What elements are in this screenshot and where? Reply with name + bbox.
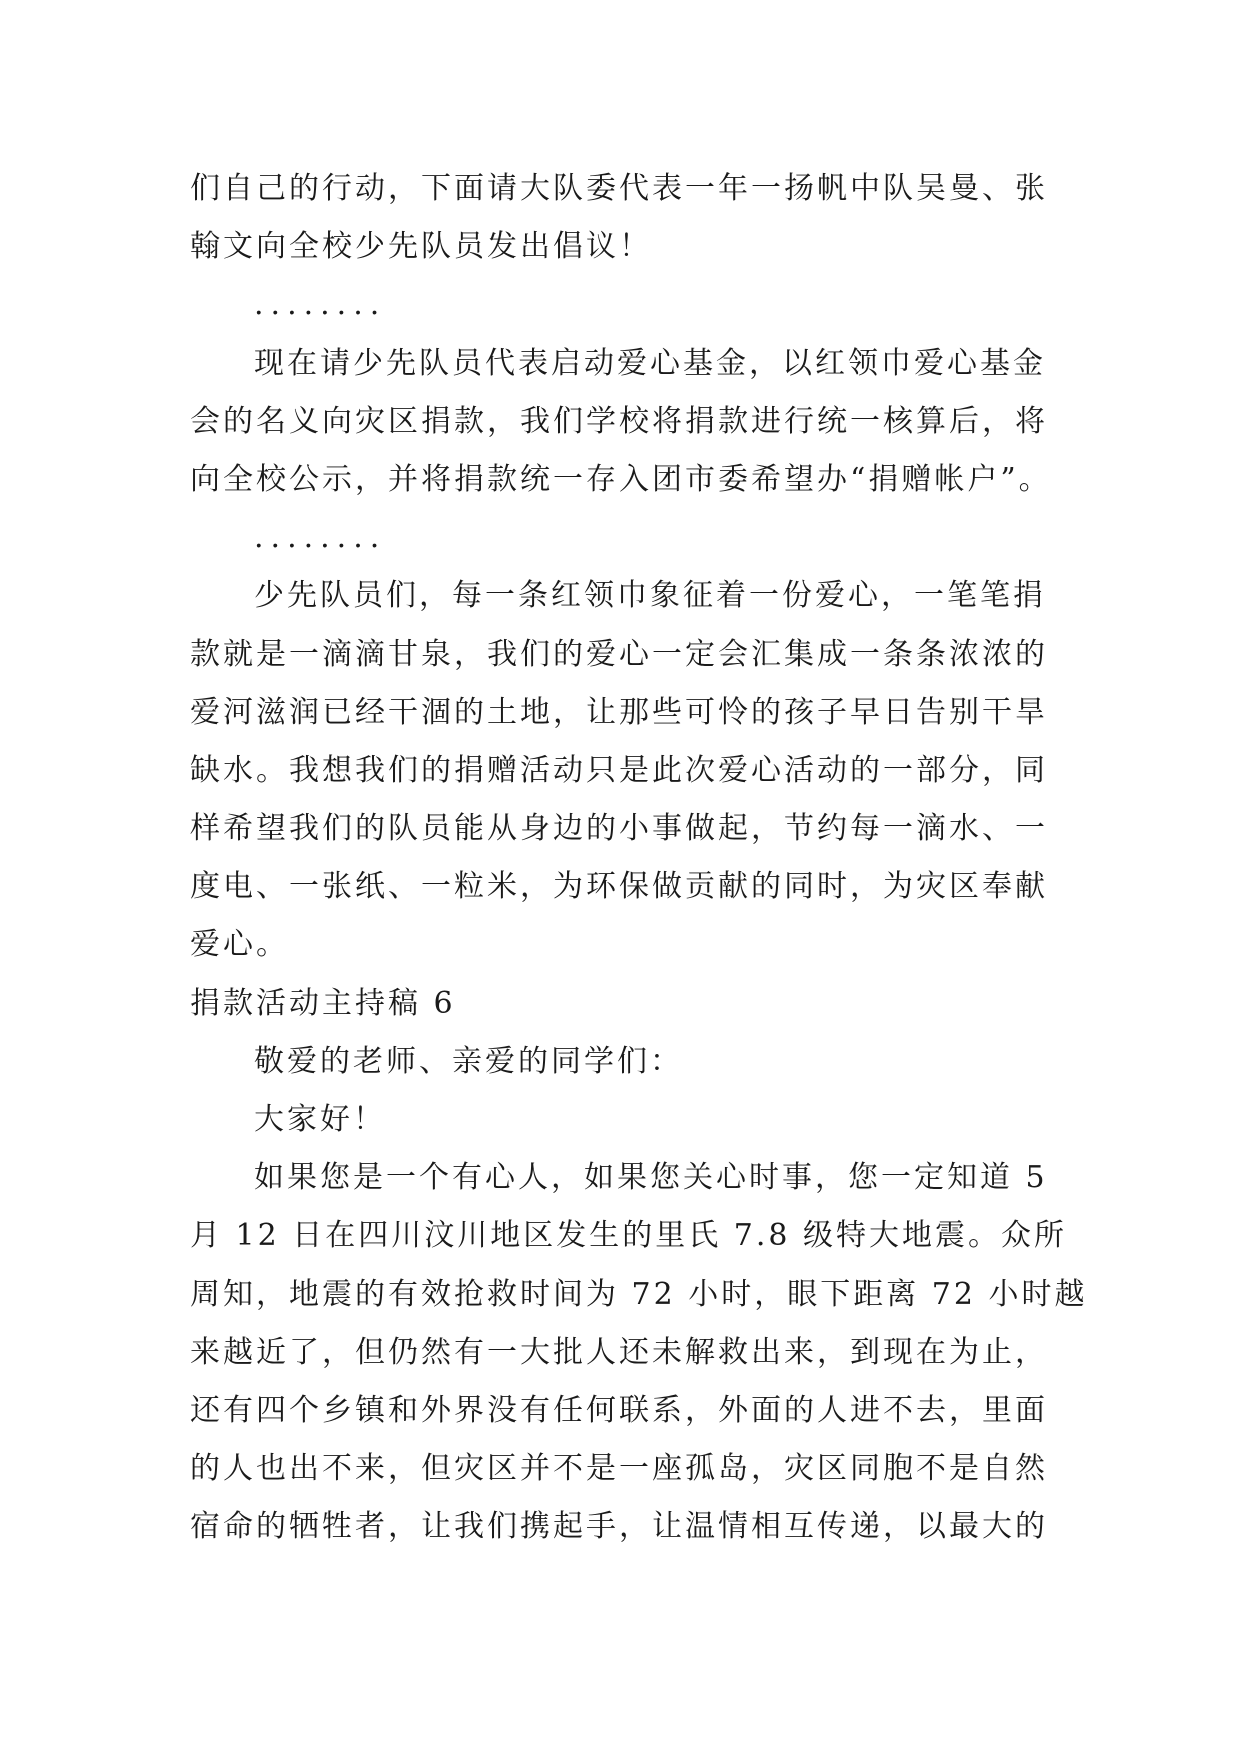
text-line: 还有四个乡镇和外界没有任何联系，外面的人进不去，里面 — [190, 1392, 1048, 1428]
text-line: 爱河滋润已经干涸的土地，让那些可怜的孩子早日告别干旱 — [190, 694, 1048, 730]
text-line: 会的名义向灾区捐款，我们学校将捐款进行统一核算后，将 — [190, 403, 1048, 439]
document-body — [190, 160, 1088, 1557]
text-line: 爱心。 — [190, 927, 289, 963]
text-line: 样希望我们的队员能从身边的小事做起，节约每一滴水、一 — [190, 811, 1048, 847]
ellipsis-line: ........ — [254, 287, 387, 323]
text-line: 的人也出不来，但灾区并不是一座孤岛，灾区同胞不是自然 — [190, 1451, 1048, 1487]
text-line: 款就是一滴滴甘泉，我们的爱心一定会汇集成一条条浓浓的 — [190, 636, 1048, 672]
greeting: 大家好！ — [254, 1102, 386, 1137]
section-heading: 捐款活动主持稿 6 — [190, 985, 456, 1021]
text-line: 缺水。我想我们的捐赠活动只是此次爱心活动的一部分，同 — [190, 752, 1048, 788]
text-line: 翰文向全校少先队员发出倡议！ — [190, 229, 652, 265]
paragraph-start: 如果您是一个有心人，如果您关心时事，您一定知道 5 — [254, 1160, 1048, 1196]
text-line: 来越近了，但仍然有一大批人还未解救出来，到现在为止， — [190, 1334, 1048, 1370]
paragraph-start: 现在请少先队员代表启动爱心基金，以红领巾爱心基金 — [254, 345, 1046, 381]
text-line: 周知，地震的有效抢救时间为 72 小时，眼下距离 72 小时越 — [190, 1276, 1088, 1312]
paragraph-start: 少先队员们，每一条红领巾象征着一份爱心，一笔笔捐 — [254, 578, 1046, 614]
salutation: 敬爱的老师、亲爱的同学们： — [254, 1043, 683, 1079]
ellipsis-line: ........ — [254, 520, 387, 556]
text-line: 们自己的行动，下面请大队委代表一年一扬帆中队吴曼、张 — [190, 171, 1048, 206]
text-line: 宿命的牺牲者，让我们携起手，让温情相互传递，以最大的 — [190, 1509, 1048, 1545]
text-line: 度电、一张纸、一粒米，为环保做贡献的同时，为灾区奉献 — [190, 869, 1048, 905]
text-line: 向全校公示，并将捐款统一存入团市委希望办“捐赠帐户”。 — [190, 461, 1052, 497]
text-line: 月 12 日在四川汶川地区发生的里氏 7.8 级特大地震。众所 — [190, 1218, 1068, 1254]
